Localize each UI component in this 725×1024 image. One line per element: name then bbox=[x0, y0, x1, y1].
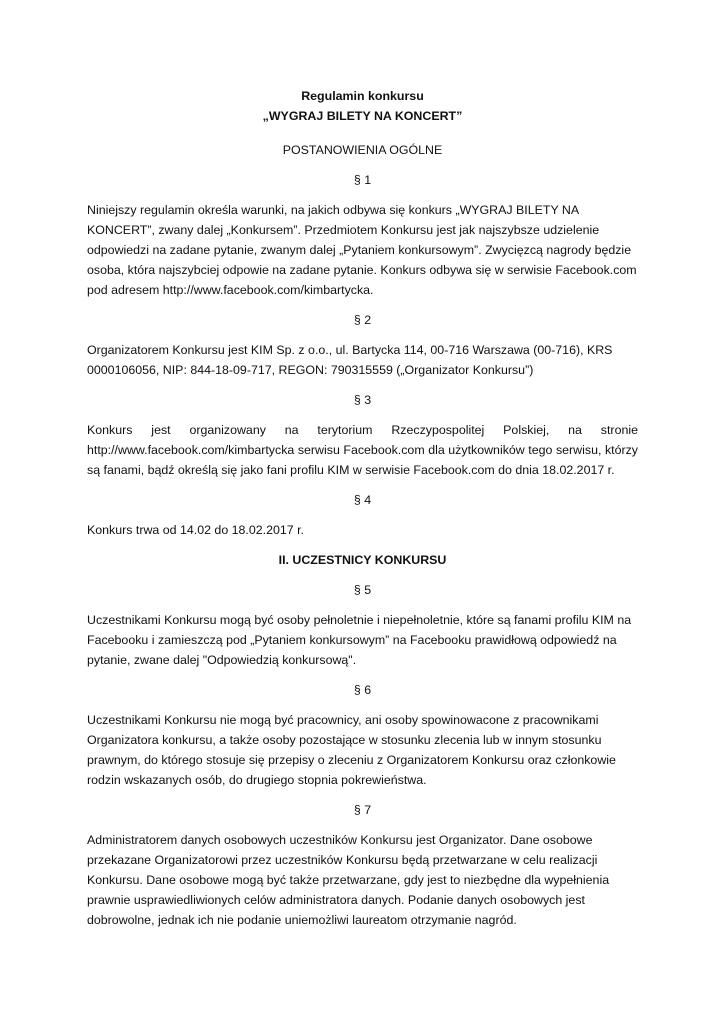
section-heading-participants: II. UCZESTNICY KONKURSU bbox=[278, 553, 447, 567]
section-heading-general: POSTANOWIENIA OGÓLNE bbox=[282, 143, 443, 157]
paragraph-mark-5: § 5 bbox=[353, 583, 372, 597]
paragraph-mark-2: § 2 bbox=[353, 313, 372, 327]
document-subtitle: „WYGRAJ BILETY NA KONCERT” bbox=[262, 109, 463, 123]
paragraph-text-2: Organizatorem Konkursu jest KIM Sp. z o.o., ul. Bartycka 114, 00-716 Warszawa (00-716), KRS 0000106056, NIP: 844-18-09-717, REGON: 790315559 („Organizator Konkursu”) bbox=[87, 343, 613, 377]
document-page bbox=[87, 86, 638, 930]
paragraph-mark-7: § 7 bbox=[353, 803, 372, 817]
document-title: Regulamin konkursu bbox=[301, 89, 424, 103]
paragraph-text-3: Konkurs jest organizowany na terytorium Rzeczypospolitej Polskiej, na stronie http://www.facebook.com/kimbartycka serwisu Facebook.com dla użytkowników tego serwisu, którzy są fanami, bądź określą się jako fani profilu KIM w serwisie Facebook.com do dnia 18.02.2017 r. bbox=[87, 423, 638, 477]
paragraph-text-4: Konkurs trwa od 14.02 do 18.02.2017 r. bbox=[87, 523, 304, 537]
paragraph-mark-6: § 6 bbox=[353, 683, 372, 697]
paragraph-text-5: Uczestnikami Konkursu mogą być osoby pełnoletnie i niepełnoletnie, które są fanami profilu KIM na Facebooku i zamieszczą pod „Pytaniem konkursowym” na Facebooku prawidłową odpowiedź na pytanie, zwane dalej "Odpowiedzią konkursową". bbox=[87, 613, 632, 667]
paragraph-text-6: Uczestnikami Konkursu nie mogą być pracownicy, ani osoby spowinowacone z pracownikami Organizatora konkursu, a także osoby pozostające w stosunku zlecenia lub w innym stosunku prawnym, do którego stosuje się przepisy o zleceniu z Organizatorem Konkursu oraz członkowie rodzin wskazanych osób, do drugiego stopnia pokrewieństwa. bbox=[87, 713, 616, 787]
paragraph-mark-3: § 3 bbox=[353, 393, 372, 407]
paragraph-text-7: Administratorem danych osobowych uczestników Konkursu jest Organizator. Dane osobowe przekazane Organizatorowi przez uczestników Konkursu będą przetwarzane w celu realizacji Konkursu. Dane osobowe mogą być także przetwarzane, gdy jest to niezbędne dla wypełnienia prawnie usprawiedliwionych celów administratora danych. Podanie danych osobowych jest dobrowolne, jednak ich nie podanie uniemożliwi laureatom otrzymanie nagród. bbox=[87, 833, 610, 927]
paragraph-mark-1: § 1 bbox=[353, 173, 372, 187]
paragraph-text-1: Niniejszy regulamin określa warunki, na jakich odbywa się konkurs „WYGRAJ BILETY NA KONCERT”, zwany dalej „Konkursem”. Przedmiotem Konkursu jest jak najszybsze udzielenie odpowiedzi na zadane pytanie, zwanym dalej „Pytaniem konkursowym”. Zwycięzcą nagrody będzie osoba, która najszybciej odpowie na zadane pytanie. Konkurs odbywa się w serwisie Facebook.com pod adresem http://www.facebook.com/kimbartycka. bbox=[87, 203, 637, 297]
paragraph-mark-4: § 4 bbox=[353, 493, 372, 507]
